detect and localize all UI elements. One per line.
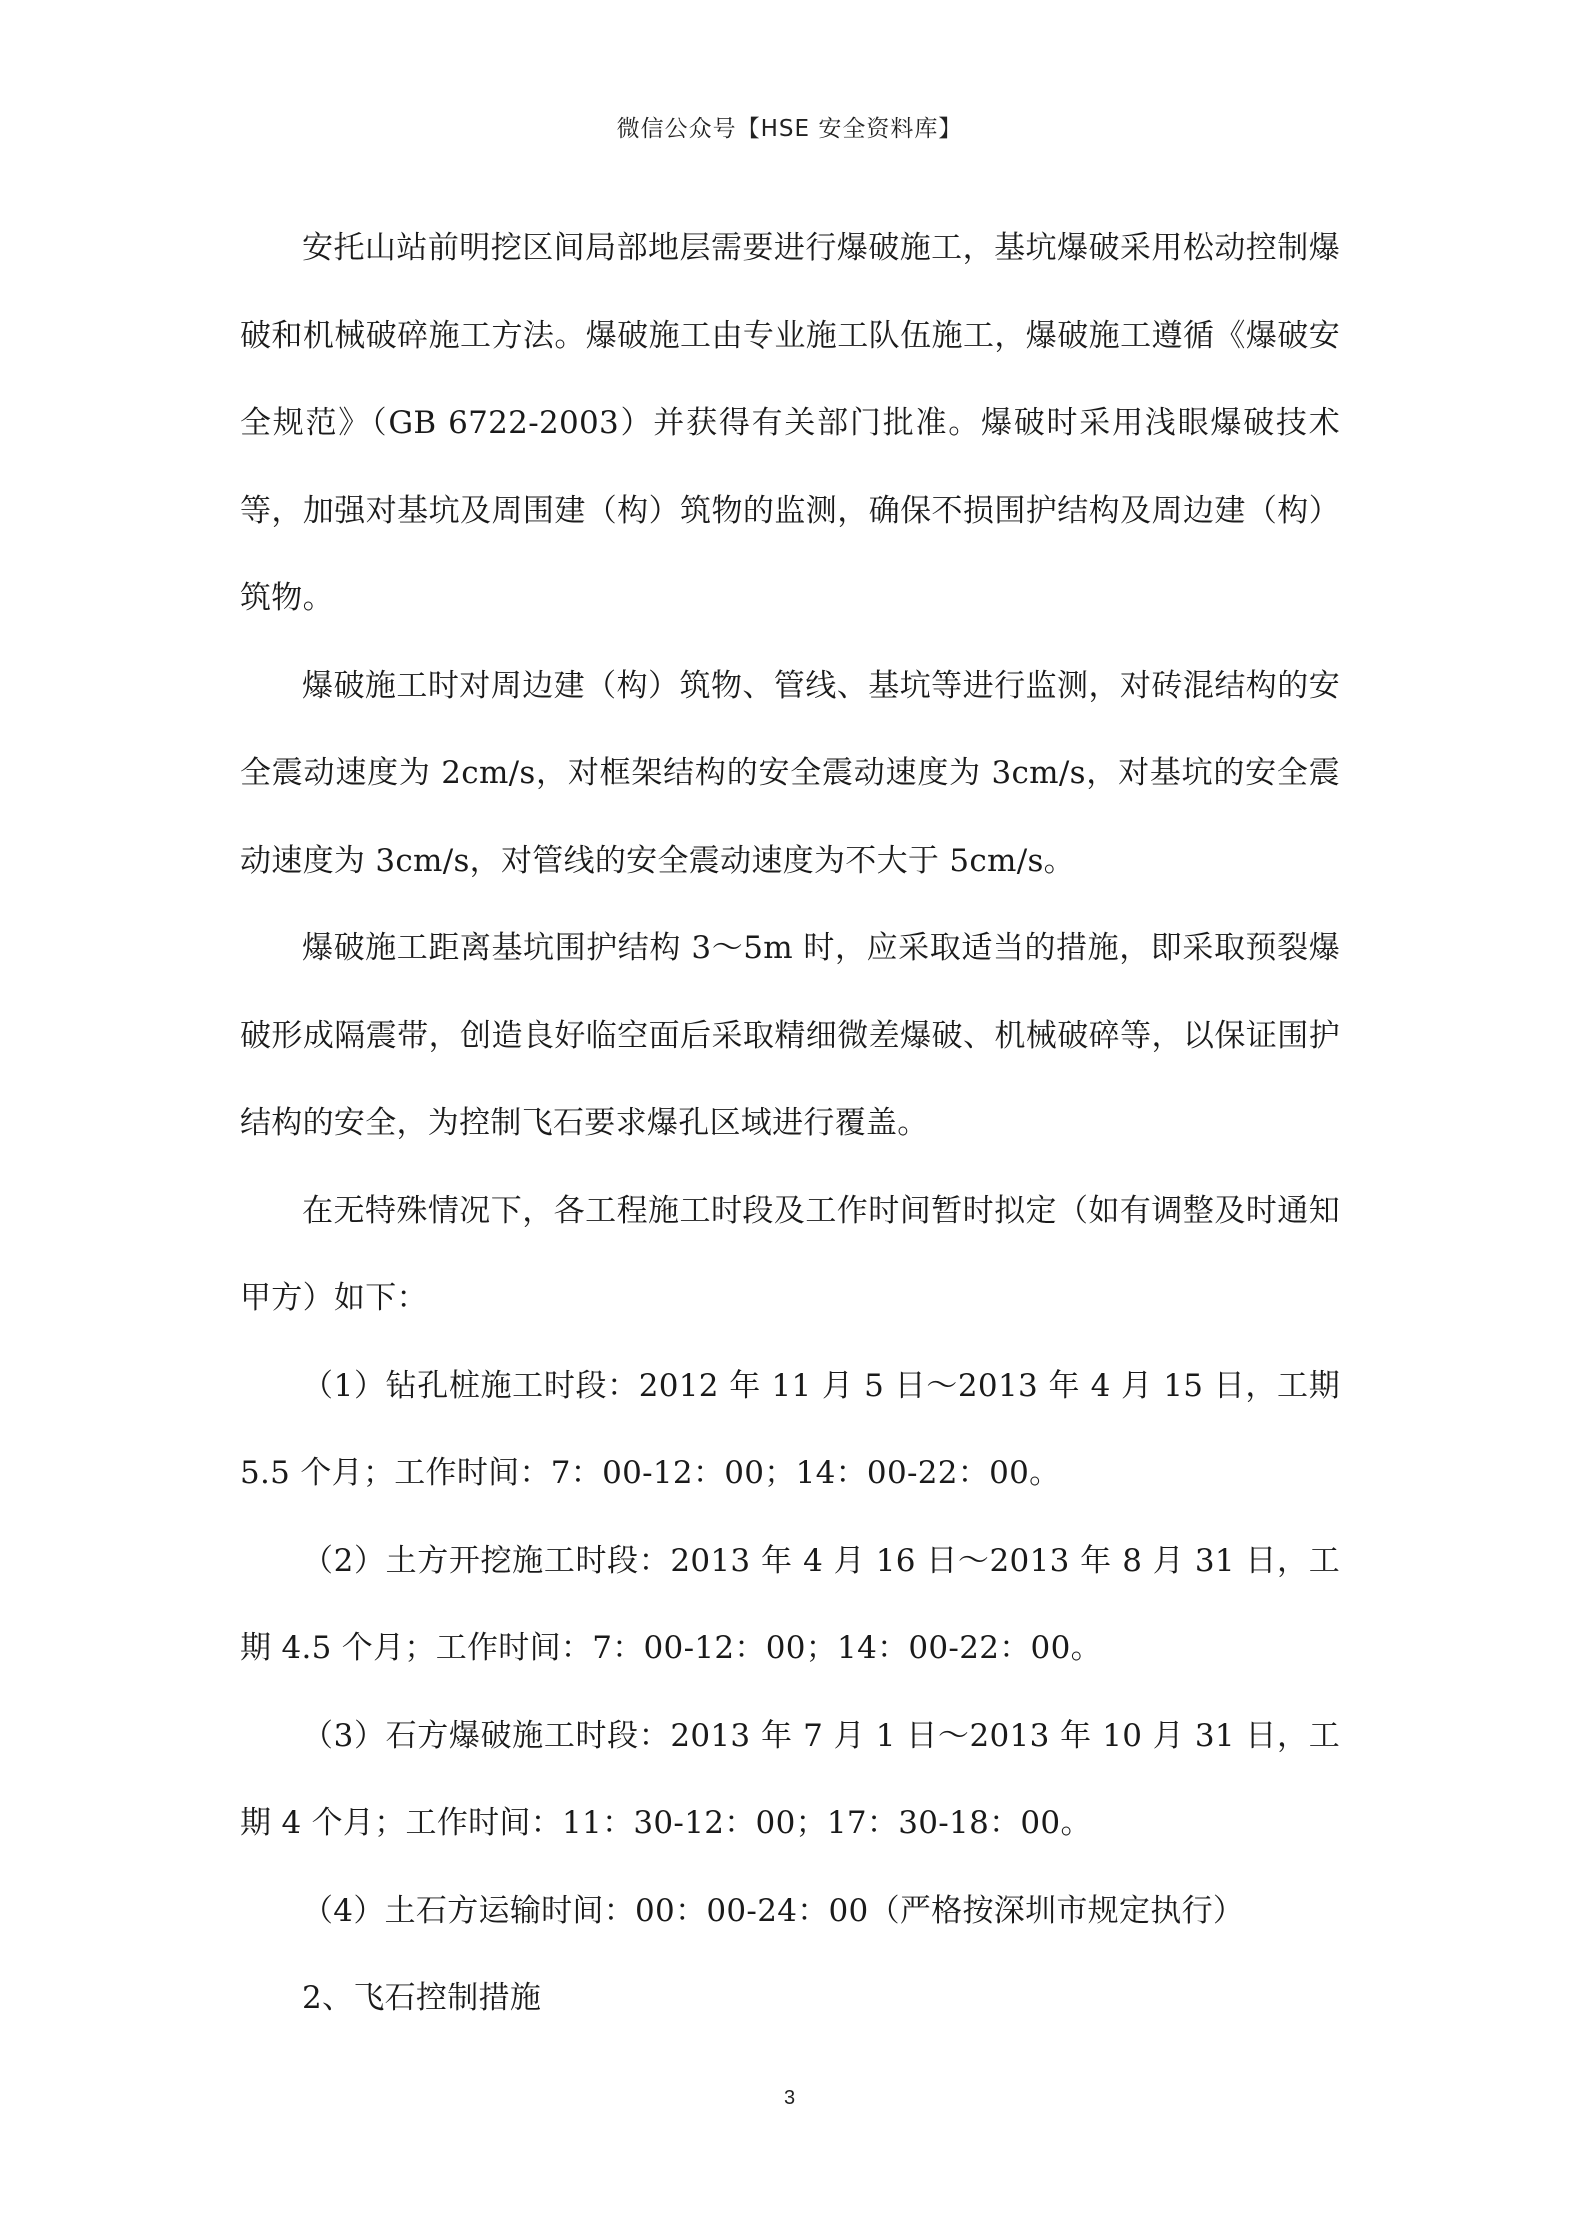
page-number: 3 <box>783 2087 796 2109</box>
paragraph-vibration-monitoring: 爆破施工时对周边建（构）筑物、管线、基坑等进行监测，对砖混结构的安全震动速度为 2cm/s，对框架结构的安全震动速度为 3cm/s，对基坑的安全震动速度为 3cm/s，对管线的安全震动速度为不大于 5cm/s。 <box>240 667 1340 879</box>
schedule-item-rock-blasting: （3）石方爆破施工时段：2013 年 7 月 1 日～2013 年 10 月 31 日，工期 4 个月；工作时间：11：30-12：00；17：30-18：00。 <box>240 1717 1340 1841</box>
document-body <box>240 205 1340 2043</box>
paragraph-presplit-measures: 爆破施工距离基坑围护结构 3～5m 时，应采取适当的措施，即采取预裂爆破形成隔震带，创造良好临空面后采取精细微差爆破、机械破碎等，以保证围护结构的安全，为控制飞石要求爆孔区域进行覆盖。 <box>240 930 1340 1141</box>
schedule-item-transport: （4）土石方运输时间：00：00-24：00（严格按深圳市规定执行） <box>302 1892 1245 1929</box>
page-header: 微信公众号【HSE 安全资料库】 <box>616 116 963 142</box>
section-heading-flyrock-control: 2、飞石控制措施 <box>302 1980 542 2016</box>
paragraph-schedule-intro: 在无特殊情况下，各工程施工时段及工作时间暂时拟定（如有调整及时通知甲方）如下： <box>240 1192 1340 1316</box>
schedule-item-earth-excavation: （2）土方开挖施工时段：2013 年 4 月 16 日～2013 年 8 月 31 日，工期 4.5 个月；工作时间：7：00-12：00；14：00-22：00。 <box>240 1542 1340 1666</box>
schedule-item-bored-piles: （1）钻孔桩施工时段：2012 年 11 月 5 日～2013 年 4 月 15 日，工期 5.5 个月；工作时间：7：00-12：00；14：00-22：00。 <box>240 1367 1340 1491</box>
paragraph-blasting-method: 安托山站前明挖区间局部地层需要进行爆破施工，基坑爆破采用松动控制爆破和机械破碎施工方法。爆破施工由专业施工队伍施工，爆破施工遵循《爆破安全规范》（GB 6722-2003）并获得有关部门批准。爆破时采用浅眼爆破技术等，加强对基坑及周围建（构）筑物的监测，确保不损围护结构及周边建（构）筑物。 <box>240 230 1340 616</box>
